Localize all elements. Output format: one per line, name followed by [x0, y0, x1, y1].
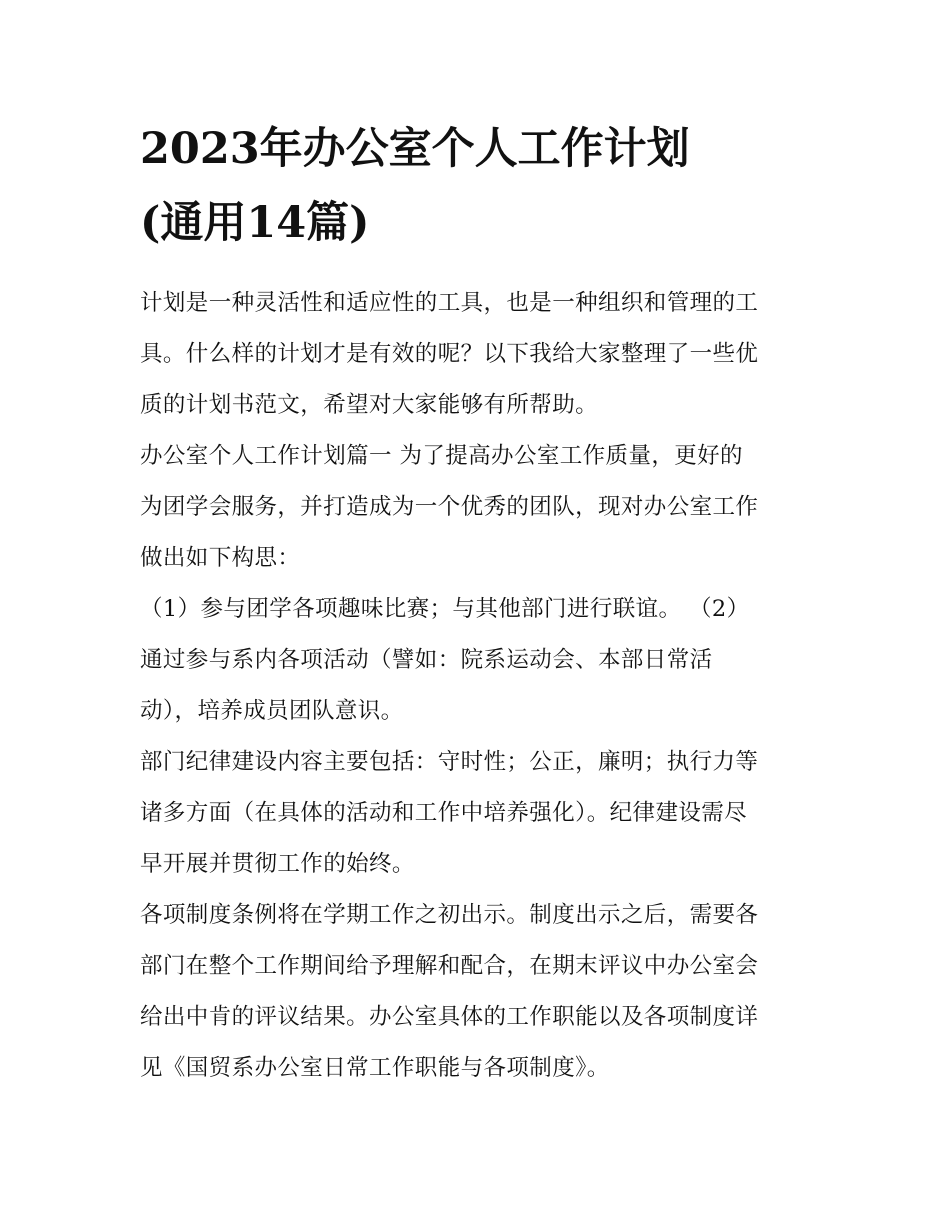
text-line: 见《国贸系办公室日常工作职能与各项制度》。 — [140, 1055, 610, 1081]
text-line: 做出如下构思： — [140, 545, 301, 571]
text-line: 通过参与系内各项活动（譬如：院系运动会、本部日常活 — [140, 647, 713, 673]
title-line-2: (通用14篇) — [140, 198, 370, 248]
paragraph-regulations — [140, 890, 812, 1094]
text-line: 为团学会服务，并打造成为一个优秀的团队，现对办公室工作 — [140, 494, 759, 520]
text-line: 给出中肯的评议结果。办公室具体的工作职能以及各项制度详 — [140, 1004, 759, 1030]
text-line: 诸多方面（在具体的活动和工作中培养强化）。纪律建设需尽 — [140, 800, 748, 826]
paragraph-discipline — [140, 737, 812, 890]
text-line: 办公室个人工作计划篇一 为了提高办公室工作质量，更好的 — [140, 443, 743, 469]
paragraph-plan-one — [140, 431, 812, 584]
text-line: 质的计划书范文，希望对大家能够有所帮助。 — [140, 392, 599, 418]
text-line: 具。什么样的计划才是有效的呢？以下我给大家整理了一些优 — [140, 341, 759, 367]
text-line: 各项制度条例将在学期工作之初出示。制度出示之后，需要各 — [140, 902, 759, 928]
text-line: 早开展并贯彻工作的始终。 — [140, 851, 415, 877]
text-line: 计划是一种灵活性和适应性的工具，也是一种组织和管理的工 — [140, 290, 759, 316]
text-line: （1）参与团学各项趣味比赛；与其他部门进行联谊。 （2） — [140, 596, 750, 622]
text-line: 部门在整个工作期间给予理解和配合，在期末评议中办公室会 — [140, 953, 759, 979]
document-title — [140, 118, 812, 254]
document-body — [140, 278, 812, 1094]
title-line-1: 2023年办公室个人工作计划 — [140, 124, 690, 174]
document-page — [140, 118, 812, 1094]
text-line: 部门纪律建设内容主要包括：守时性；公正，廉明；执行力等 — [140, 749, 759, 775]
text-line: 动），培养成员团队意识。 — [140, 698, 404, 724]
paragraph-intro — [140, 278, 812, 431]
paragraph-activities — [140, 584, 812, 737]
